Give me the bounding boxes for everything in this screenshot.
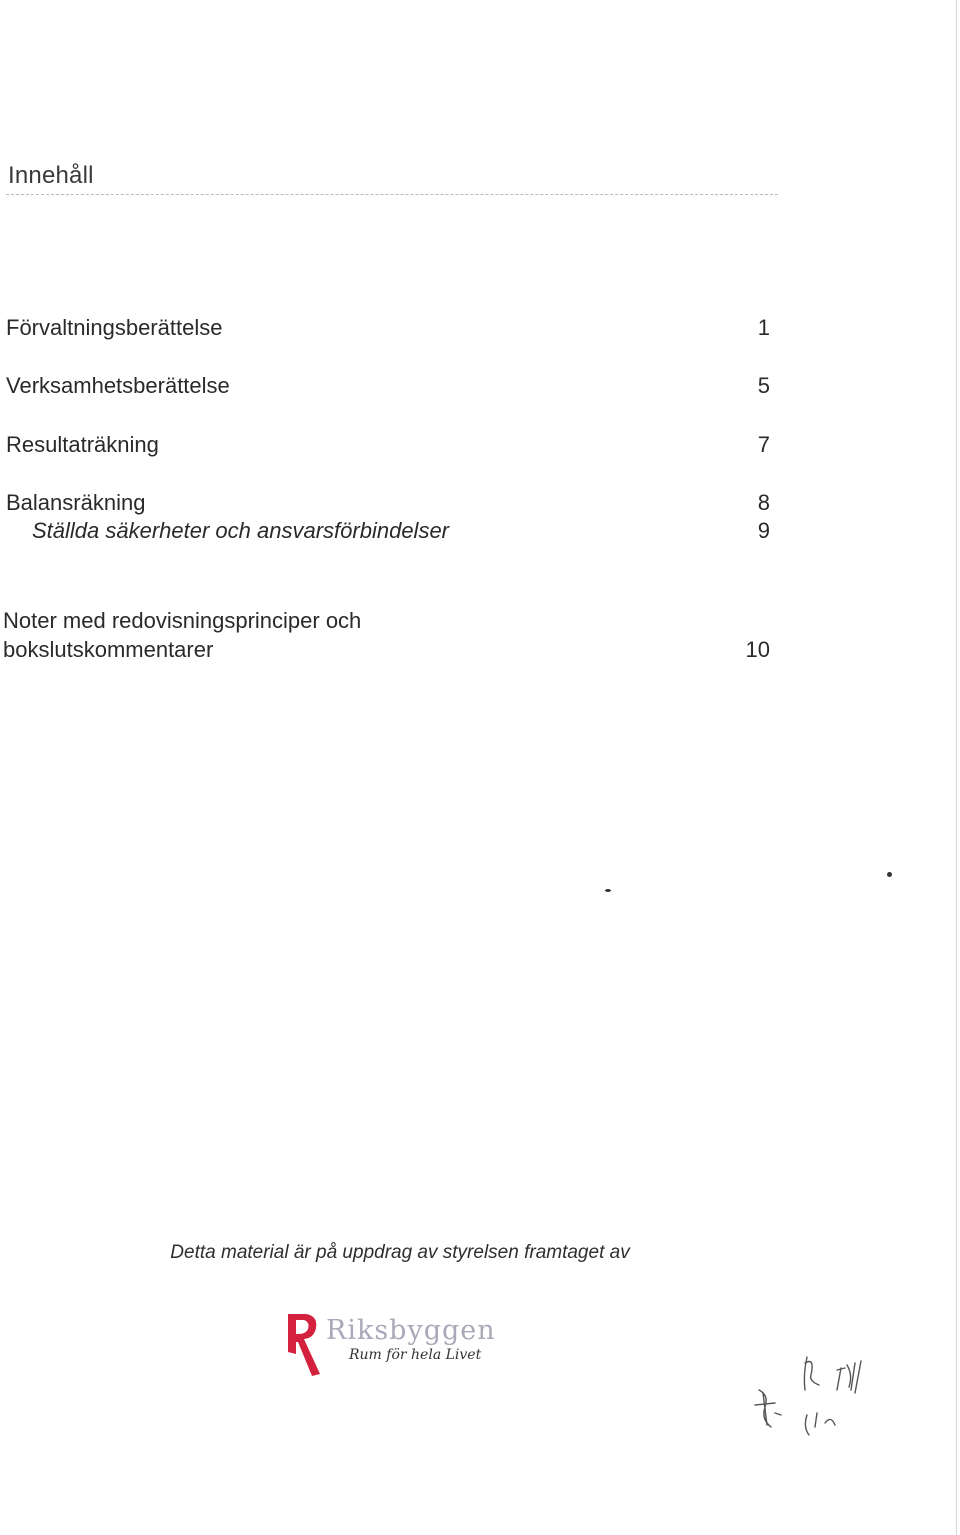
toc-entry-label: Resultaträkning <box>6 432 159 457</box>
toc-entry-page: 1 <box>757 315 770 340</box>
toc-entry-page: 5 <box>757 373 770 398</box>
toc-entry-label: Förvaltningsberättelse <box>6 315 223 340</box>
footer-note: Detta material är på uppdrag av styrelsen framtaget av <box>170 1242 630 1263</box>
riksbyggen-logo <box>286 1312 496 1378</box>
page-title: Innehåll <box>8 162 94 189</box>
scan-speck <box>887 872 892 877</box>
scan-speck <box>605 889 611 892</box>
toc-entry-page: 9 <box>757 518 770 543</box>
logo-wordmark: Riksbyggen <box>326 1315 496 1346</box>
logo-tagline: Rum för hela Livet <box>349 1347 482 1363</box>
page-edge <box>956 0 957 1535</box>
toc-entry-page: 7 <box>757 432 770 457</box>
title-underline <box>6 194 778 195</box>
toc-entry-label: Verksamhetsberättelse <box>6 373 230 398</box>
handwritten-initials <box>745 1335 895 1445</box>
toc-entry-label: Balansräkning <box>6 490 146 515</box>
toc-entry-page: 10 <box>745 637 770 662</box>
logo-mark-icon <box>286 1312 326 1378</box>
toc-entry-label-line1: Noter med redovisningsprinciper och <box>3 608 362 633</box>
toc-entry-page: 8 <box>757 490 770 515</box>
toc-entry-label-line2: bokslutskommentarer <box>3 637 214 662</box>
toc-entry-label: Ställda säkerheter och ansvarsförbindelser <box>32 518 450 543</box>
